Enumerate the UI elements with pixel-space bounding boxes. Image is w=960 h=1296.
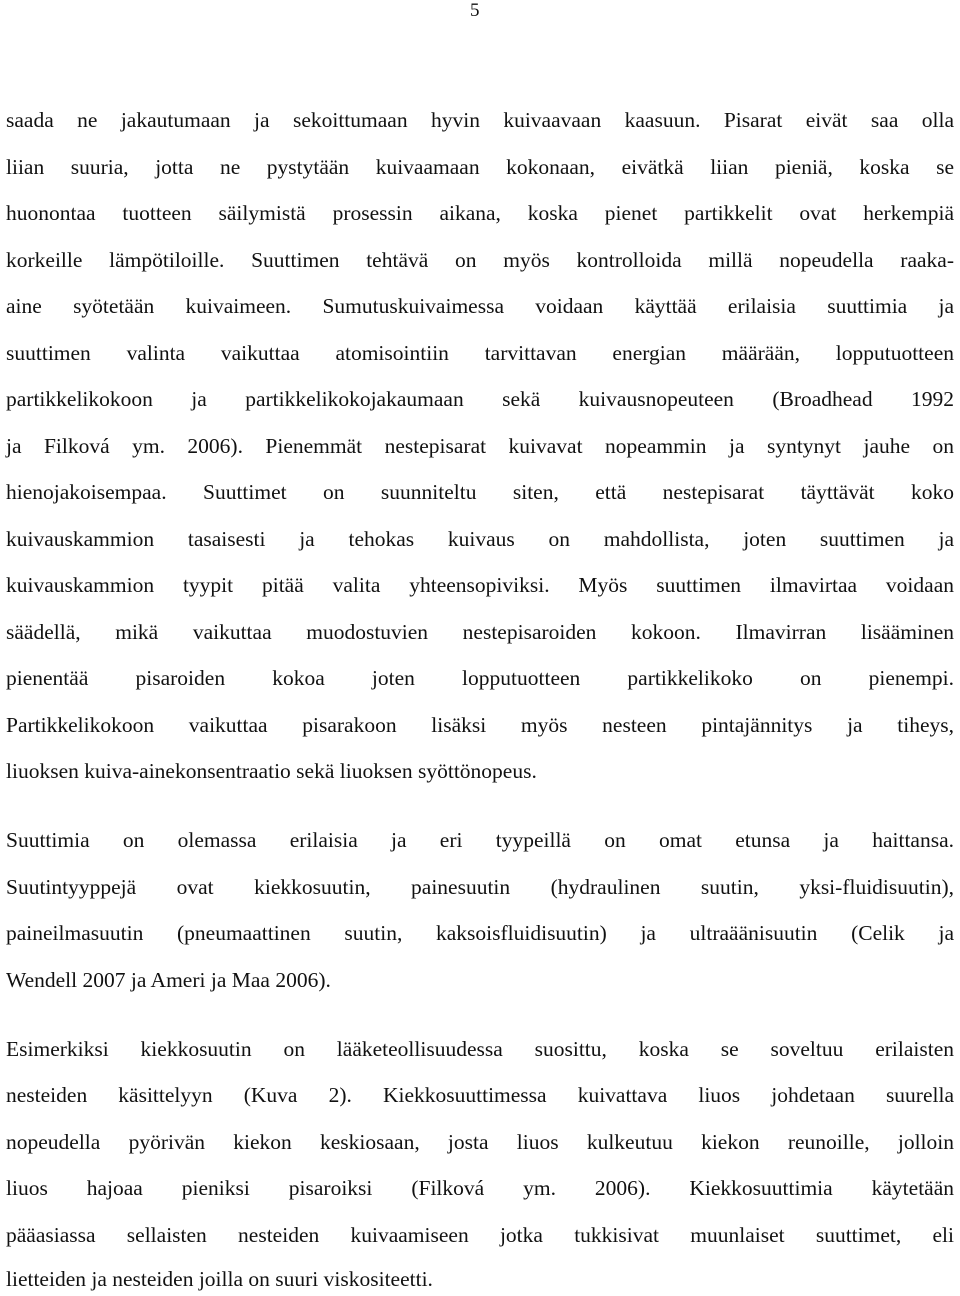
text-line: kuivauskammion tyypit pitää valita yhteensopiviksi. Myös suuttimen ilmavirtaa voidaan	[6, 573, 954, 597]
text-line: liuoksen kuiva-ainekonsentraatio sekä liuoksen syöttönopeus.	[6, 759, 537, 783]
text-line: Suuttimia on olemassa erilaisia ja eri tyypeillä on omat etunsa ja haittansa.	[6, 828, 954, 852]
text-line: lietteiden ja nesteiden joilla on suuri viskositeetti.	[6, 1267, 433, 1291]
text-line: liuos hajoaa pieniksi pisaroiksi (Filková ym. 2006). Kiekkosuuttimia käytetään	[6, 1176, 954, 1200]
text-line: Esimerkiksi kiekkosuutin on lääketeollisuudessa suosittu, koska se soveltuu erilaisten	[6, 1037, 954, 1061]
text-line: liian suuria, jotta ne pystytään kuivaamaan kokonaan, eivätkä liian pieniä, koska se	[6, 155, 954, 179]
text-line: Partikkelikokoon vaikuttaa pisarakoon lisäksi myös nesteen pintajännitys ja tiheys,	[6, 713, 954, 737]
text-line: huonontaa tuotteen säilymistä prosessin aikana, koska pienet partikkelit ovat herkempiä	[6, 201, 954, 225]
text-line: paineilmasuutin (pneumaattinen suutin, kaksoisfluidisuutin) ja ultraäänisuutin (Celik ja	[6, 921, 954, 945]
text-line: säädellä, mikä vaikuttaa muodostuvien nestepisaroiden kokoon. Ilmavirran lisääminen	[6, 620, 954, 644]
text-line: nopeudella pyörivän kiekon keskiosaan, josta liuos kulkeutuu kiekon reunoille, jolloin	[6, 1130, 954, 1154]
text-line: nesteiden käsittelyyn (Kuva 2). Kiekkosuuttimessa kuivattava liuos johdetaan suurella	[6, 1083, 954, 1107]
text-line: Suutintyyppejä ovat kiekkosuutin, painesuutin (hydraulinen suutin, yksi-fluidisuutin),	[6, 875, 954, 899]
text-line: hienojakoisempaa. Suuttimet on suunniteltu siten, että nestepisarat täyttävät koko	[6, 480, 954, 504]
text-line: pienentää pisaroiden kokoa joten lopputuotteen partikkelikoko on pienempi.	[6, 666, 954, 690]
text-line: aine syötetään kuivaimeen. Sumutuskuivaimessa voidaan käyttää erilaisia suuttimia ja	[6, 294, 954, 318]
text-line: korkeille lämpötiloille. Suuttimen tehtävä on myös kontrolloida millä nopeudella raaka-	[6, 248, 954, 272]
page-number: 5	[470, 0, 480, 21]
text-line: ja Filková ym. 2006). Pienemmät nestepisarat kuivavat nopeammin ja syntynyt jauhe on	[6, 434, 954, 458]
text-line: suuttimen valinta vaikuttaa atomisointiin tarvittavan energian määrään, lopputuotteen	[6, 341, 954, 365]
text-line: kuivauskammion tasaisesti ja tehokas kuivaus on mahdollista, joten suuttimen ja	[6, 527, 954, 551]
text-line: pääasiassa sellaisten nesteiden kuivaamiseen jotka tukkisivat muunlaiset suuttimet, eli	[6, 1223, 954, 1247]
text-line: saada ne jakautumaan ja sekoittumaan hyvin kuivaavaan kaasuun. Pisarat eivät saa olla	[6, 108, 954, 132]
text-line: Wendell 2007 ja Ameri ja Maa 2006).	[6, 968, 331, 992]
text-line: partikkelikokoon ja partikkelikokojakaumaan sekä kuivausnopeuteen (Broadhead 1992	[6, 387, 954, 411]
